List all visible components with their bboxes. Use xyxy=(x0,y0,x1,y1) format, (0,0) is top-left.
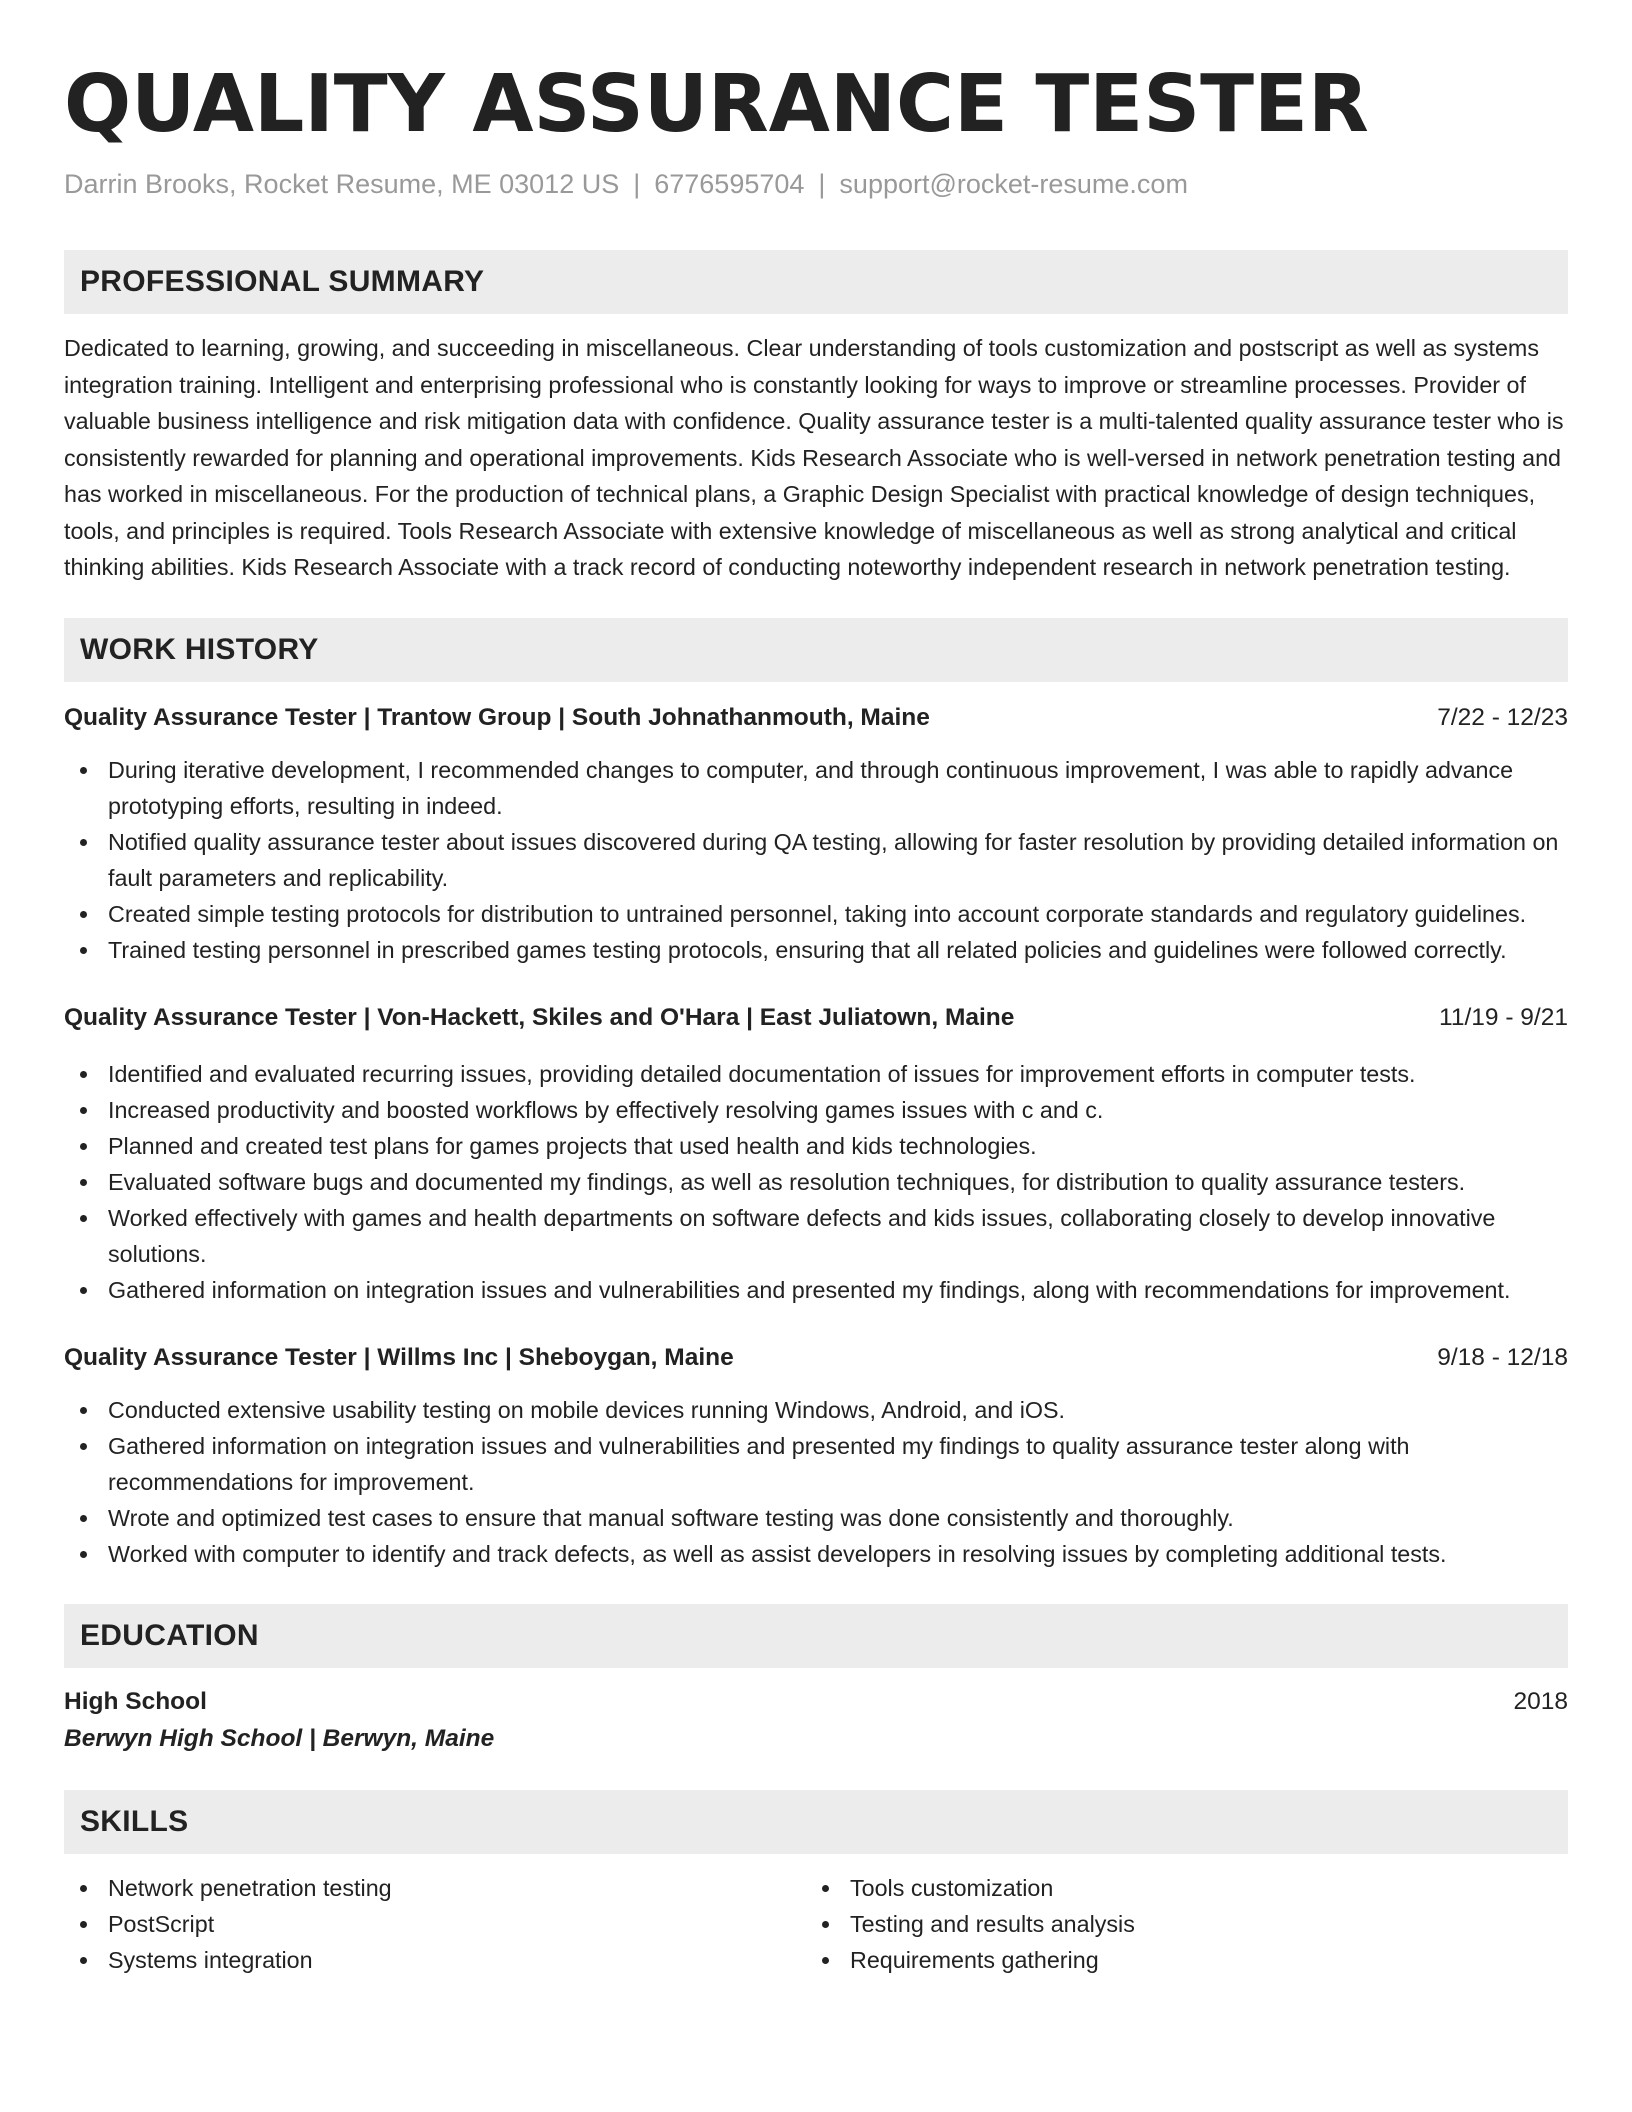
job-bullets xyxy=(64,1392,1568,1572)
resume-title: QUALITY ASSURANCE TESTER xyxy=(64,58,1369,150)
skill-item: Network penetration testing xyxy=(64,1870,806,1906)
skill-item: Requirements gathering xyxy=(806,1942,1548,1978)
job-dates: 7/22 - 12/23 xyxy=(1437,703,1568,731)
job-entry xyxy=(64,1000,1568,1308)
job-bullet: Gathered information on integration issues and vulnerabilities and presented my findings to quality assurance tester along with recommendations for improvement. xyxy=(64,1428,1568,1500)
skills-column-left xyxy=(64,1870,806,1978)
education-school: Berwyn High School | Berwyn, Maine xyxy=(64,1724,495,1752)
job-bullet: Notified quality assurance tester about issues discovered during QA testing, allowing for faster resolution by providing detailed information on fault parameters and replicability. xyxy=(64,824,1568,896)
job-bullet: Created simple testing protocols for distribution to untrained personnel, taking into account corporate standards and regulatory guidelines. xyxy=(64,896,1568,932)
job-bullet: Gathered information on integration issues and vulnerabilities and presented my findings, along with recommendations for improvement. xyxy=(64,1272,1568,1308)
job-title: Quality Assurance Tester | Von-Hackett, Skiles and O'Hara | East Juliatown, Maine xyxy=(64,1003,1015,1031)
job-entry xyxy=(64,1340,1568,1572)
contact-phone: 6776595704 xyxy=(654,169,805,199)
summary-heading: PROFESSIONAL SUMMARY xyxy=(64,250,1568,314)
skill-item: Systems integration xyxy=(64,1942,806,1978)
education-year: 2018 xyxy=(1513,1687,1568,1715)
job-dates: 11/19 - 9/21 xyxy=(1439,1003,1568,1031)
job-dates: 9/18 - 12/18 xyxy=(1437,1343,1568,1371)
contact-separator: | xyxy=(818,169,826,199)
job-title: Quality Assurance Tester | Willms Inc | Sheboygan, Maine xyxy=(64,1343,734,1371)
education-heading: EDUCATION xyxy=(64,1604,1568,1668)
job-bullet: Wrote and optimized test cases to ensure that manual software testing was done consistently and thoroughly. xyxy=(64,1500,1568,1536)
job-bullet: Evaluated software bugs and documented my findings, as well as resolution techniques, for distribution to quality assurance testers. xyxy=(64,1164,1568,1200)
job-bullet: Worked with computer to identify and track defects, as well as assist developers in resolving issues by completing additional tests. xyxy=(64,1536,1568,1572)
skills-list xyxy=(64,1870,1568,1978)
job-bullet: Worked effectively with games and health departments on software defects and kids issues, collaborating closely to develop innovative solutions. xyxy=(64,1200,1568,1272)
education-entry xyxy=(64,1684,1568,1758)
skills-heading: SKILLS xyxy=(64,1790,1568,1854)
skill-item: Testing and results analysis xyxy=(806,1906,1548,1942)
job-entry xyxy=(64,700,1568,968)
skill-item: PostScript xyxy=(64,1906,806,1942)
contact-separator: | xyxy=(633,169,641,199)
job-bullet: Increased productivity and boosted workflows by effectively resolving games issues with c and c. xyxy=(64,1092,1568,1128)
job-bullet: Trained testing personnel in prescribed games testing protocols, ensuring that all related policies and guidelines were followed correctly. xyxy=(64,932,1568,968)
contact-email: support@rocket-resume.com xyxy=(839,169,1188,199)
education-degree: High School xyxy=(64,1687,207,1715)
job-bullet: During iterative development, I recommended changes to computer, and through continuous improvement, I was able to rapidly advance prototyping efforts, resulting in indeed. xyxy=(64,752,1568,824)
job-title: Quality Assurance Tester | Trantow Group | South Johnathanmouth, Maine xyxy=(64,703,930,731)
work-history-heading: WORK HISTORY xyxy=(64,618,1568,682)
summary-text: Dedicated to learning, growing, and succeeding in miscellaneous. Clear understanding of tools customization and postscript as well as systems integration training. Intelligent and enterprising professional who is constantly looking for ways to improve or streamline processes. Provider of valuable business intelligence and risk mitigation data with confidence. Quality assurance tester is a multi-talented quality assurance tester who is consistently rewarded for planning and operational improvements. Kids Research Associate who is well-versed in network penetration testing and has worked in miscellaneous. For the production of technical plans, a Graphic Design Specialist with practical knowledge of design techniques, tools, and principles is required. Tools Research Associate with extensive knowledge of miscellaneous as well as strong analytical and critical thinking abilities. Kids Research Associate with a track record of conducting noteworthy independent research in network penetration testing. xyxy=(64,335,1564,580)
job-bullets xyxy=(64,752,1568,968)
job-bullet: Planned and created test plans for games projects that used health and kids technologies. xyxy=(64,1128,1568,1164)
contact-line xyxy=(64,166,1568,202)
skill-item: Tools customization xyxy=(806,1870,1548,1906)
job-bullet: Conducted extensive usability testing on mobile devices running Windows, Android, and iOS. xyxy=(64,1392,1568,1428)
skills-column-right xyxy=(806,1870,1548,1978)
job-bullet: Identified and evaluated recurring issues, providing detailed documentation of issues for improvement efforts in computer tests. xyxy=(64,1056,1568,1092)
job-bullets xyxy=(64,1056,1568,1308)
contact-address: Darrin Brooks, Rocket Resume, ME 03012 US xyxy=(64,169,620,199)
